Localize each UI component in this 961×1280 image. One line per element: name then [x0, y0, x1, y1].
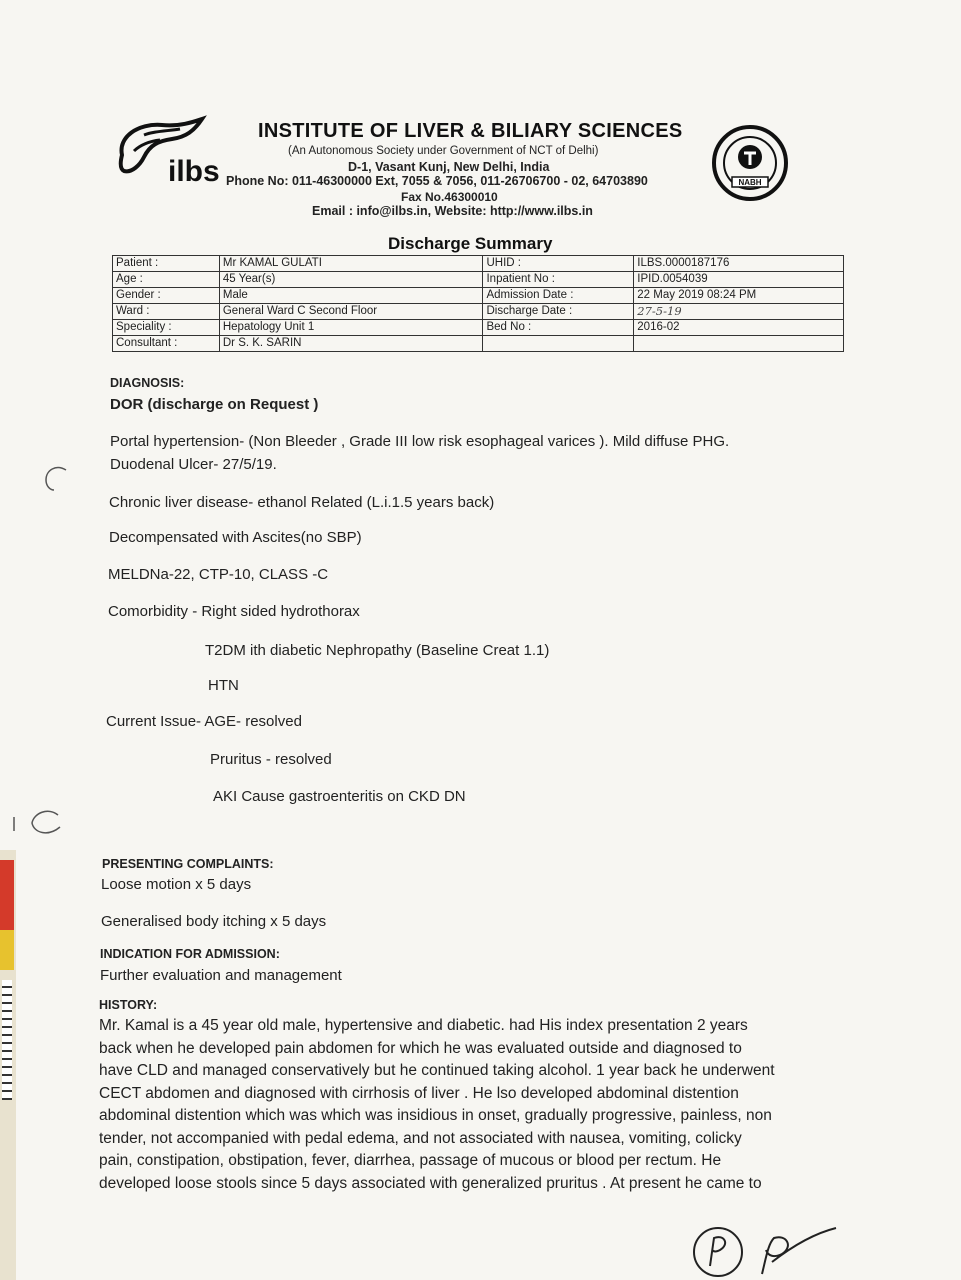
info-label: Age : — [113, 272, 220, 288]
hole-punch-mark-icon — [10, 805, 70, 839]
indication-label: INDICATION FOR ADMISSION: — [100, 947, 280, 961]
diagnosis-label: DIAGNOSIS: — [110, 376, 185, 390]
info-label: Bed No : — [483, 320, 634, 336]
phone-line — [226, 174, 648, 188]
info-value: 2016-02 — [634, 320, 844, 336]
history-line: tender, not accompanied with pedal edema, and not associated with nausea, vomiting, colicky — [99, 1129, 742, 1147]
institute-name: INSTITUTE OF LIVER & BILIARY SCIENCES — [258, 120, 683, 142]
history-line: Mr. Kamal is a 45 year old male, hypertensive and diabetic. had His index presentation 2 years — [99, 1017, 748, 1034]
info-value: Mr KAMAL GULATI — [219, 256, 483, 272]
patient-info-row — [113, 256, 844, 272]
info-value: ILBS.0000187176 — [634, 256, 844, 272]
patient-info-row — [113, 304, 844, 320]
hole-punch-mark-icon — [38, 462, 72, 492]
history-line: CECT abdomen and diagnosed with cirrhosis of liver . He lso developed abdominal distention — [99, 1084, 739, 1102]
info-label: Gender : — [113, 288, 220, 304]
history-line: back when he developed pain abdomen for which he was evaluated outside and diagnosed to — [99, 1039, 742, 1057]
complaint-line: Loose motion x 5 days — [101, 876, 252, 893]
info-value — [634, 336, 844, 352]
hospital-header — [110, 115, 810, 225]
diagnosis-line: HTN — [208, 677, 239, 694]
info-label: Admission Date : — [483, 288, 634, 304]
info-label: Speciality : — [113, 320, 220, 336]
patient-info-table — [112, 255, 844, 352]
patient-info-row — [113, 336, 844, 352]
info-value: Male — [219, 288, 483, 304]
institute-address: D-1, Vasant Kunj, New Delhi, India — [348, 160, 550, 174]
institute-subtitle: (An Autonomous Society under Government of NCT of Delhi) — [288, 145, 599, 157]
diagnosis-line: Pruritus - resolved — [210, 751, 332, 768]
info-label — [483, 336, 634, 352]
history-line: developed loose stools since 5 days associated with generalized pruritus . At present he came to — [99, 1174, 762, 1192]
patient-info-row — [113, 320, 844, 336]
info-label: Consultant : — [113, 336, 220, 352]
diagnosis-line: Portal hypertension- (Non Bleeder , Grade III low risk esophageal varices ). Mild diffuse PHG. — [110, 433, 730, 450]
diagnosis-line: AKI Cause gastroenteritis on CKD DN — [213, 788, 466, 805]
history-label: HISTORY: — [99, 998, 158, 1012]
info-label: UHID : — [483, 256, 634, 272]
history-line: pain, constipation, obstipation, fever, diarrhea, passage of mucous or blood per rectum. He — [99, 1152, 722, 1169]
info-label: Patient : — [113, 256, 220, 272]
info-value: Hepatology Unit 1 — [219, 320, 483, 336]
edge-yellow-tab — [0, 930, 14, 970]
presenting-complaints-label: PRESENTING COMPLAINTS: — [102, 857, 274, 871]
info-label: Inpatient No : — [483, 272, 634, 288]
edge-red-tab — [0, 860, 14, 930]
document-title: Discharge Summary — [388, 234, 553, 253]
info-value: 27-5-19 — [634, 304, 844, 320]
info-label: Discharge Date : — [483, 304, 634, 320]
diagnosis-headline: DOR (discharge on Request ) — [110, 396, 319, 413]
patient-info-row — [113, 288, 844, 304]
edge-printed-lines — [2, 980, 12, 1100]
indication-text: Further evaluation and management — [100, 967, 342, 984]
info-value: IPID.0054039 — [634, 272, 844, 288]
history-line: have CLD and managed conservatively but he continued taking alcohol. 1 year back he underwent — [99, 1062, 775, 1079]
nabh-badge-text: NABH — [738, 178, 762, 187]
nabh-seal-icon — [710, 123, 790, 203]
diagnosis-line: T2DM ith diabetic Nephropathy (Baseline Creat 1.1) — [205, 642, 550, 659]
diagnosis-line: MELDNa-22, CTP-10, CLASS -C — [108, 566, 329, 583]
info-value: 22 May 2019 08:24 PM — [634, 288, 844, 304]
history-paragraph — [99, 1015, 819, 1195]
diagnosis-line: Current Issue- AGE- resolved — [106, 713, 302, 730]
phone-numbers: 011-46300000 Ext, 7055 & 7056, 011-26706700 - 02, 64703890 — [291, 174, 648, 188]
phone-label: Phone No: — [226, 174, 289, 188]
fax-line: Fax No.46300010 — [401, 190, 498, 204]
logo-text: ilbs — [168, 155, 220, 188]
diagnosis-line: Comorbidity - Right sided hydrothorax — [108, 603, 360, 620]
info-label: Ward : — [113, 304, 220, 320]
patient-info-row — [113, 272, 844, 288]
info-value: Dr S. K. SARIN — [219, 336, 483, 352]
handwritten-initials-signature-icon — [690, 1218, 840, 1280]
email-website-line: Email : info@ilbs.in, Website: http://www.ilbs.in — [312, 204, 593, 218]
info-value: General Ward C Second Floor — [219, 304, 483, 320]
diagnosis-line: Duodenal Ulcer- 27/5/19. — [110, 456, 277, 473]
history-line: abdominal distention which was which was insidious in onset, gradually progressive, painless, non — [99, 1107, 772, 1124]
info-value: 45 Year(s) — [219, 272, 483, 288]
diagnosis-line: Decompensated with Ascites(no SBP) — [109, 529, 362, 546]
complaint-line: Generalised body itching x 5 days — [101, 913, 327, 930]
diagnosis-line: Chronic liver disease- ethanol Related (L.i.1.5 years back) — [109, 494, 495, 511]
